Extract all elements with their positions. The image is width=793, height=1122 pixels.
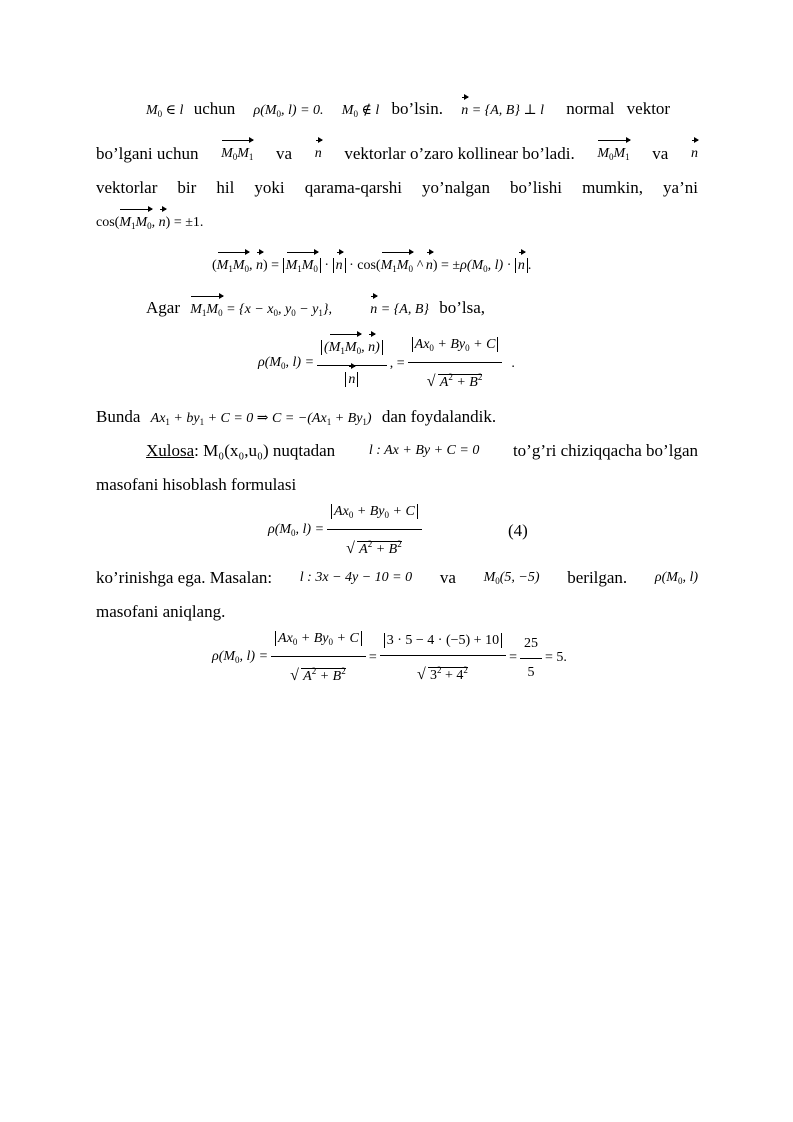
line-1 [146, 98, 670, 125]
vector-m0m1: $M_0M_1$ [221, 143, 253, 168]
formula-m0-notin-l: $M_0$ ∉ l [341, 103, 380, 119]
text-dan-foydalandik: dan foydalandik. [381, 407, 497, 426]
text-normal-vektor: normal vektor [566, 99, 671, 118]
formula-4: $\rho(M_0$, l) = $Ax_0 + By_0 + C$ √ $A^2 + B^2$ [268, 502, 425, 560]
text-bunda: Bunda [96, 407, 141, 426]
text-kollinear: vektorlar o’zaro kollinear bo’ladi. [344, 144, 575, 163]
formula-example-point: $M_0(5$, −5) [483, 570, 540, 586]
formula-m0-in-l: $M_0$ ∈ l [146, 103, 184, 119]
line-aniqlang [96, 601, 225, 623]
formula-m1m0-coords: $M_1M_0 = \{x - x_0$, $y_0 - y_1$}, [190, 302, 332, 317]
text-xulosa-rest: : M₀(x₀,u₀) nuqtadan [194, 441, 336, 460]
formula-line-l: l : Ax + By + C = 0 [368, 443, 480, 458]
vector-n-2: n [691, 143, 698, 168]
line-bunda [96, 406, 496, 433]
line-agar [146, 297, 485, 324]
line-3 [96, 177, 698, 199]
text-berilgan: berilgan. [567, 568, 628, 587]
text-bolgani-uchun: bo’lgani uchun [96, 144, 199, 163]
equation-number: (4) [508, 521, 528, 540]
text-bolsa: bo’lsa, [439, 298, 486, 317]
line-masofani [96, 474, 296, 496]
formula-rho-zero: $\rho(M_0$, l) = 0. [253, 103, 324, 119]
text-xulosa: Xulosa [146, 441, 195, 460]
formula-rho-m0-l: $\rho(M_0$, l) [654, 570, 698, 586]
line-korinishga [96, 567, 698, 592]
text-aniqlang: masofani aniqlang. [96, 602, 226, 621]
text-bolsin: bo’lsin. [391, 99, 443, 118]
formula-cos: $\cos(M_1M_0$, n) = ±1. [96, 210, 203, 237]
text-va-2: va [652, 144, 669, 163]
formula-c-substitution: $Ax_1 + by_1 + C = 0$ ⇒ $C = -(Ax_1 + By_1)$ [150, 411, 372, 427]
formula-worked-example: $\rho(M_0$, l) = $Ax_0 + By_0 + C$ √ $A^2 + B^2$ = 3 · 5 − 4 · (−5) + 10 √ $3^2 + 4^2$ = $\frac{25}{5}$ = 5. [212, 628, 567, 688]
text-korinishga: ko’rinishga ega. Masalan: [96, 568, 273, 587]
formula-dot-product: ($M_1M_0$, $n) = M_1M_0 \cdot n \cdot \cos(M_1M_0$ ^ $n) = \pm\rho(M_0$, l) · n . [212, 253, 531, 280]
text-masofani: masofani hisoblash formulasi [96, 475, 297, 494]
text-va: va [276, 144, 293, 163]
text-yonalgan: vektorlar bir hil yoki qarama-qarshi yo’nalgan bo’lishi mumkin, ya’ni [96, 178, 698, 197]
line-2 [96, 143, 698, 168]
text-xulosa-end: to’g’ri chiziqqacha bo’lgan [512, 441, 698, 460]
text-uchun: uchun [193, 99, 236, 118]
formula-n-coords: n = {A, B} [370, 302, 429, 317]
text-agar: Agar [146, 298, 180, 317]
text-va-3: va [439, 568, 456, 587]
line-xulosa [146, 440, 698, 462]
formula-n-perp: n = {A, B} ⊥ l [461, 103, 544, 118]
formula-rho-fraction: $\rho(M_0$, l) = $\frac{(M_1M_0, n)}{n}$ , = $Ax_0 + By_0 + C$ √ $A^2 + B^2$ . [258, 332, 515, 396]
formula-example-line: l : 3x − 4y − 10 = 0 [299, 570, 413, 585]
vector-m0m1-2: $M_0M_1$ [597, 143, 629, 168]
vector-n: n [315, 143, 322, 168]
